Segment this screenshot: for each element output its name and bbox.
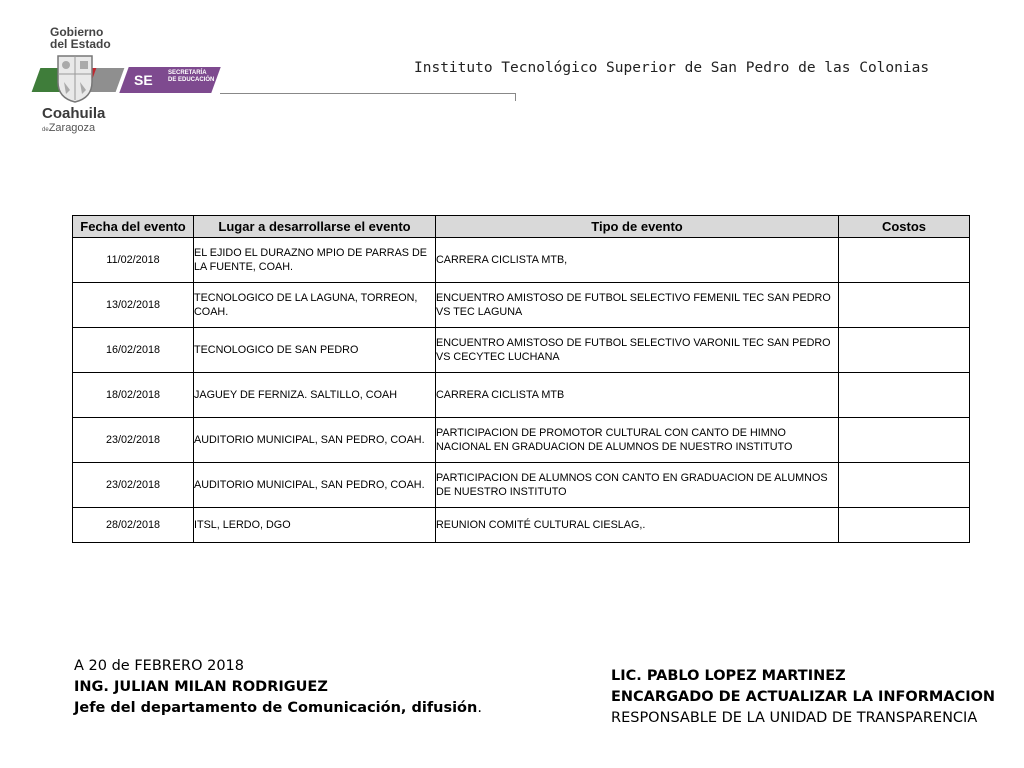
cell-date: 11/02/2018 xyxy=(73,238,194,283)
header-divider-tick xyxy=(515,93,516,101)
footer-left-name: ING. JULIAN MILAN RODRIGUEZ xyxy=(74,679,328,695)
state-de: de xyxy=(42,127,49,133)
cell-type: ENCUENTRO AMISTOSO DE FUTBOL SELECTIVO VARONIL TEC SAN PEDRO VS CECYTEC LUCHANA xyxy=(436,328,839,373)
cell-date: 13/02/2018 xyxy=(73,283,194,328)
cell-date: 18/02/2018 xyxy=(73,373,194,418)
footer-left-role: Jefe del departamento de Comunicación, difusión xyxy=(74,700,478,716)
table-row xyxy=(73,508,970,543)
se-sub1: SECRETARÍA xyxy=(168,70,207,76)
table-row xyxy=(73,463,970,508)
cell-cost xyxy=(839,463,970,508)
gov-line2: del Estado xyxy=(50,37,111,51)
se-subtitle xyxy=(168,70,214,84)
cell-date: 28/02/2018 xyxy=(73,508,194,543)
signature-right xyxy=(611,666,995,729)
cell-cost xyxy=(839,238,970,283)
institute-title: Instituto Tecnológico Superior de San Pedro de las Colonias xyxy=(414,60,930,76)
cell-place: AUDITORIO MUNICIPAL, SAN PEDRO, COAH. xyxy=(194,463,436,508)
cell-type: PARTICIPACION DE ALUMNOS CON CANTO EN GRADUACION DE ALUMNOS DE NUESTRO INSTITUTO xyxy=(436,463,839,508)
cell-type: ENCUENTRO AMISTOSO DE FUTBOL SELECTIVO FEMENIL TEC SAN PEDRO VS TEC LAGUNA xyxy=(436,283,839,328)
cell-place: TECNOLOGICO DE LA LAGUNA, TORREON, COAH. xyxy=(194,283,436,328)
state-sub-text: Zaragoza xyxy=(48,122,96,134)
cell-type: CARRERA CICLISTA MTB, xyxy=(436,238,839,283)
footer-left-role-end: . xyxy=(477,700,482,716)
cell-date: 23/02/2018 xyxy=(73,418,194,463)
cell-place: AUDITORIO MUNICIPAL, SAN PEDRO, COAH. xyxy=(194,418,436,463)
header-date: Fecha del evento xyxy=(73,216,194,238)
table-row xyxy=(73,418,970,463)
table-row xyxy=(73,373,970,418)
government-logo xyxy=(30,22,220,137)
footer-right-role1: ENCARGADO DE ACTUALIZAR LA INFORMACION xyxy=(611,689,996,705)
cell-cost xyxy=(839,328,970,373)
cell-cost xyxy=(839,418,970,463)
footer-right-name: LIC. PABLO LOPEZ MARTINEZ xyxy=(611,668,846,684)
footer-date: A 20 de FEBRERO 2018 xyxy=(74,658,245,674)
footer-right-role2: RESPONSABLE DE LA UNIDAD DE TRANSPARENCIA xyxy=(611,710,978,726)
cell-place: ITSL, LERDO, DGO xyxy=(194,508,436,543)
header-place: Lugar a desarrollarse el evento xyxy=(194,216,436,238)
cell-place: JAGUEY DE FERNIZA. SALTILLO, COAH xyxy=(194,373,436,418)
table-row xyxy=(73,328,970,373)
se-sub2: DE EDUCACIÓN xyxy=(168,77,215,83)
cell-type: PARTICIPACION DE PROMOTOR CULTURAL CON CANTO DE HIMNO NACIONAL EN GRADUACION DE ALUMNOS DE NUESTRO INSTITUTO xyxy=(436,418,839,463)
cell-type: CARRERA CICLISTA MTB xyxy=(436,373,839,418)
coat-of-arms-icon xyxy=(54,52,96,104)
cell-type: REUNION COMITÉ CULTURAL CIESLAG,. xyxy=(436,508,839,543)
cell-cost xyxy=(839,283,970,328)
state-sub xyxy=(42,122,95,134)
footer-left-role-line xyxy=(74,698,482,719)
cell-place: TECNOLOGICO DE SAN PEDRO xyxy=(194,328,436,373)
events-table xyxy=(72,215,970,543)
cell-place: EL EJIDO EL DURAZNO MPIO DE PARRAS DE LA FUENTE, COAH. xyxy=(194,238,436,283)
header-cost: Costos xyxy=(839,216,970,238)
cell-cost xyxy=(839,373,970,418)
table-row xyxy=(73,238,970,283)
header-divider xyxy=(220,93,516,94)
signature-left xyxy=(74,656,482,719)
se-label: SE xyxy=(134,72,153,88)
gov-line1: Gobierno xyxy=(50,25,104,39)
table-row xyxy=(73,283,970,328)
gov-wordmark xyxy=(50,26,111,50)
header-type: Tipo de evento xyxy=(436,216,839,238)
table-header-row xyxy=(73,216,970,238)
cell-cost xyxy=(839,508,970,543)
state-name: Coahuila xyxy=(42,105,106,122)
cell-date: 23/02/2018 xyxy=(73,463,194,508)
cell-date: 16/02/2018 xyxy=(73,328,194,373)
